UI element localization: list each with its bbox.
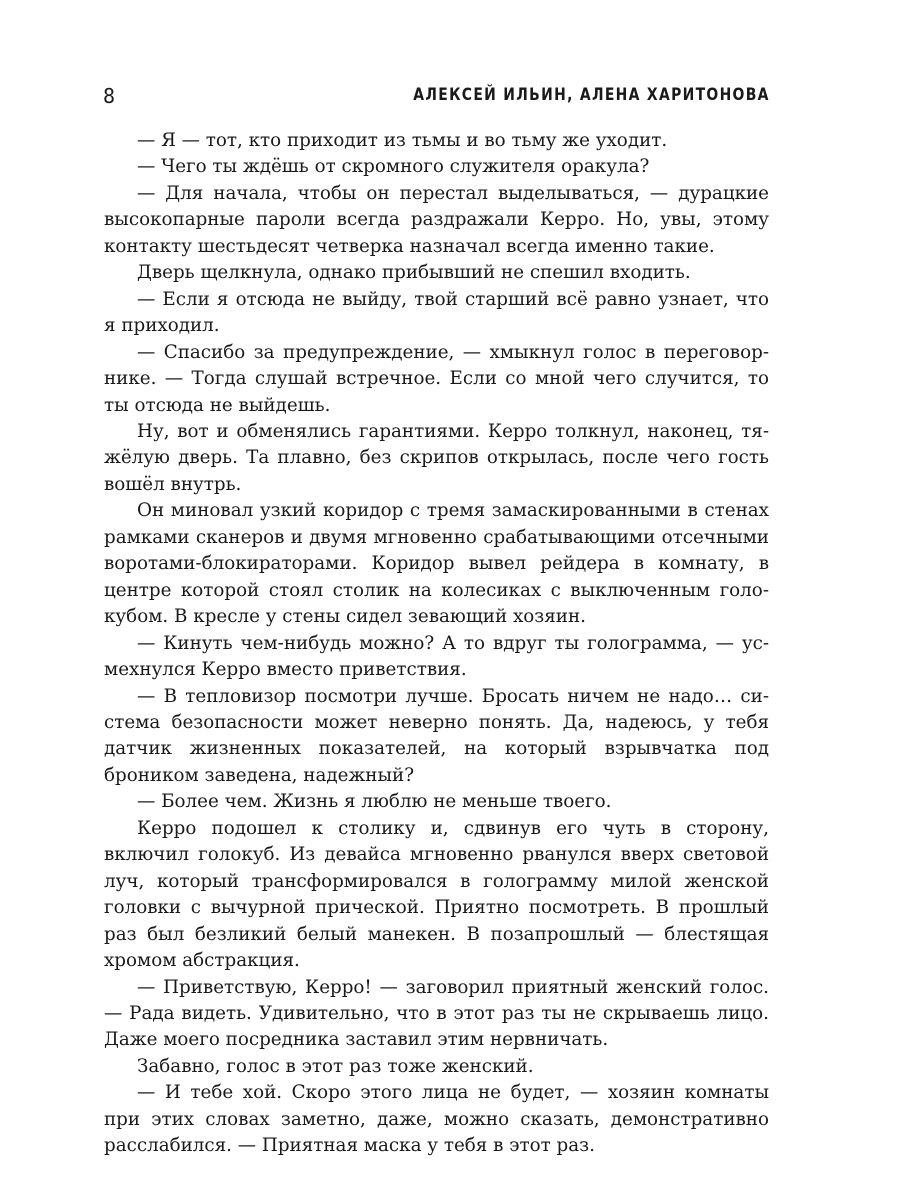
paragraph: Керро подошел к столику и, сдвинув его чуть в сторону, включил голокуб. Из девайса мгновенно рванулся вверх световой луч, который трансформировался в голограмму милой женской головки с вычурной прической. Приятно посмотреть. В прошлый раз был безликий белый манекен. В позапрошлый — блестящая хромом абстракция. [104, 817, 769, 972]
paragraph: — В тепловизор посмотри лучше. Бросать ничем не надо… система безопасности может неверно понять. Да, надеюсь, у тебя датчик жизненных показателей, на который взрывчатка под броником заведена, надежный? [104, 685, 769, 786]
body-text [104, 128, 769, 1160]
page-number: 8 [103, 84, 116, 108]
paragraph: — Более чем. Жизнь я люблю не меньше твоего. [137, 791, 612, 813]
paragraph: — Спасибо за предупреждение, — хмыкнул голос в переговорнике. — Тогда слушай встречное. Если со мной чего случится, то ты отсюда не выйдешь. [104, 341, 769, 416]
paragraph: Забавно, голос в этот раз тоже женский. [137, 1055, 534, 1077]
paragraph: — И тебе хой. Скоро этого лица не будет, — хозяин комнаты при этих словах заметно, даже, можно сказать, демонстративно расслабился. — Приятная маска у тебя в этот раз. [104, 1082, 769, 1157]
page-header [103, 84, 770, 114]
paragraph: — Приветствую, Керро! — заговорил приятный женский голос. — Рада видеть. Удивительно, что в этот раз ты не скрываешь лицо. Даже моего посредника заставил этим нервничать. [104, 976, 769, 1051]
paragraph: Дверь щелкнула, однако прибывший не спешил входить. [137, 262, 691, 284]
paragraph: Ну, вот и обменялись гарантиями. Керро толкнул, наконец, тяжёлую дверь. Та плавно, без скрипов открылась, после чего гость вошёл внутрь. [104, 420, 769, 495]
running-head: АЛЕКСЕЙ ИЛЬИН, АЛЕНА ХАРИТОНОВА [413, 85, 770, 105]
paragraph: — Я — тот, кто приходит из тьмы и во тьму же уходит. [137, 130, 668, 151]
paragraph: — Чего ты ждёшь от скромного служителя оракула? [137, 156, 650, 178]
paragraph: — Кинуть чем-нибудь можно? А то вдруг ты голограмма, — усмехнулся Керро вместо приветствия. [104, 632, 769, 681]
paragraph: Он миновал узкий коридор с тремя замаскированными в стенах рамками сканеров и двумя мгновенно срабатывающими отсечными воротами-блокираторами. Коридор вывел рейдера в комнату, в центре которой стоял столик на колесиках с выключенным голокубом. В кресле у стены сидел зевающий хозяин. [104, 500, 769, 628]
paragraph: — Если я отсюда не выйду, твой старший всё равно узнает, что я приходил. [104, 288, 769, 337]
paragraph: — Для начала, чтобы он перестал выделываться, — дурацкие высокопарные пароли всегда раздражали Керро. Но, увы, этому контакту шестьдесят четверка назначал всегда именно такие. [104, 182, 769, 257]
